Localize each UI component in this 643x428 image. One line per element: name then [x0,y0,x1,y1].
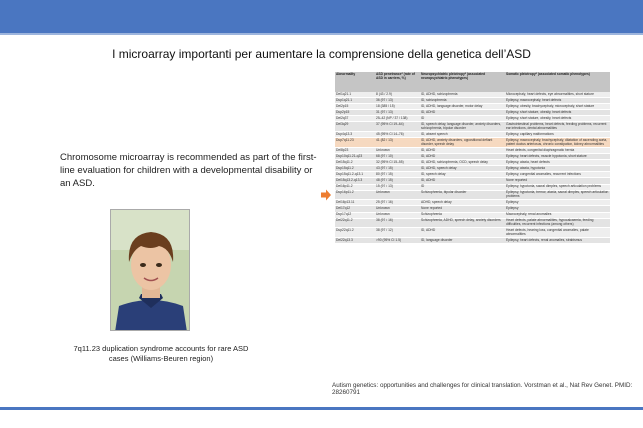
cell-abnormality: Del16p13.11 [335,200,375,206]
cell-asd-penetrance: 80 (97 / 15) [375,172,420,178]
cell-abnormality: Dup17q12 [335,212,375,218]
cell-neuropsychiatric: Schizophrenia, ADHD, speech delay, anxiety disorders [420,218,505,228]
cell-neuropsychiatric: ID, speech delay, language disorder, anxiety disorders, schizophrenia, bipolar disorder [420,122,505,132]
cell-abnormality: Del15q13.2-q13.3 [335,178,375,184]
cell-somatic: Epilepsy, short stature, obesity, heart defects [505,116,610,122]
cell-asd-penetrance: 45 (95% CI 14–76) [375,132,420,138]
cell-neuropsychiatric: ID, language disorder [420,238,505,244]
cell-abnormality: Del15q11.2 [335,160,375,166]
cnv-table [335,72,610,377]
cell-asd-penetrance: 68 (97 / 10) [375,154,420,160]
header-asd-penetrance: ASD penetrance* (rate of ASD in carriers, %) [375,72,420,92]
cell-asd-penetrance: Unknown [375,148,420,154]
cell-somatic: Epilepsy, heart defects, muscle hypotonia, short stature [505,154,610,160]
cell-asd-penetrance: 25–42 (NP / 37 / 138) [375,116,420,122]
table-row [335,228,610,238]
table-row [335,218,610,228]
cell-asd-penetrance: 15 (97 / 13) [375,184,420,190]
cell-somatic: Gastrointestinal problems, heart defects, feeding problems, recurrent ear infections, dental abnormalities [505,122,610,132]
cell-somatic: Epilepsy, obesity, brachycephaly, microcephaly, short stature [505,104,610,110]
cell-abnormality: Dup2p15 [335,110,375,116]
cell-asd-penetrance: 31 (97 / 13) [375,110,420,116]
cell-asd-penetrance: 18 (385 / 15) [375,104,420,110]
child-portrait-image [111,210,190,331]
cell-neuropsychiatric: ID, ADHD [420,148,505,154]
cell-somatic: Microcephaly, heart defects, eye abnormalities, short stature [505,92,610,98]
cell-neuropsychiatric: ID, ADHD, schizophrenia [420,92,505,98]
cell-neuropsychiatric: ID, ADHD [420,110,505,116]
child-photo [110,209,190,331]
header-abnormality: Abnormality [335,72,375,92]
cell-neuropsychiatric: Schizophrenia, bipolar disorder [420,190,505,200]
cell-neuropsychiatric: ID, absent speech [420,132,505,138]
cell-somatic: Epilepsy, hypotonia, tremor, ataxia, sacral dimples, speech articulation problems [506,190,609,198]
cell-neuropsychiatric: ID, ADHD, schizophrenia, OCD, speech delay [420,160,505,166]
cell-somatic: Epilepsy, short stature, obesity, heart defects [505,110,610,116]
cell-neuropsychiatric: ID, speech delay [420,172,505,178]
cell-abnormality: Dup10q11.21-q23 [335,154,375,160]
cell-somatic: Heart defects, palate abnormalities, hypocalcaemia, feeding difficulties, recurrent infections (among others) [505,218,610,228]
cell-abnormality: Dup4q13.3 [335,132,375,138]
cell-somatic: Epilepsy, macrocephaly, heart defects [505,98,610,104]
cell-somatic: Epilepsy, hypotonia, sacral dimples, speech articulation problems [505,184,610,190]
header-divider [0,33,643,35]
header-bar [0,0,643,33]
cell-abnormality: Dup7q11.23 [335,138,375,148]
cell-asd-penetrance: 43 (97 / 15) [375,166,420,172]
footer-bar [0,407,643,410]
cell-neuropsychiatric: ID, ADHD, anxiety disorders, oppositional defiant disorder, speech delay [420,138,505,148]
cell-neuropsychiatric: Schizophrenia [420,212,505,218]
cell-abnormality: Del3q29 [335,122,375,132]
cell-neuropsychiatric: ID, ADHD [420,228,505,238]
cell-neuropsychiatric: ID [420,116,505,122]
orange-right-arrow-icon [320,188,332,206]
reference-citation: Autism genetics: opportunities and challenges for clinical translation. Vorstman et al., Nat Rev Genet. PMID: 28260791 [332,382,633,396]
cell-abnormality: Del22q13.3 [335,238,375,244]
cell-neuropsychiatric: ID, ADHD, language disorder, motor delay [420,104,505,110]
header-somatic-pleiotropy: Somatic pleiotropy* (associated somatic phenotypes) [505,72,610,92]
cell-abnormality: Del1q21.1 [335,92,375,98]
cell-abnormality: Dup16p11.2 [335,190,375,200]
cell-neuropsychiatric: ID, ADHD [420,154,505,160]
cell-neuropsychiatric: None reported [420,206,505,212]
cell-somatic: Epilepsy, heart defects, renal anomalies, strabismus [505,238,610,244]
table-row [335,238,610,244]
cell-abnormality: Del2p15 [335,104,375,110]
cell-somatic: Heart defects, congenital diaphragmatic hernia [505,148,610,154]
table-row [335,122,610,132]
cell-abnormality: Dup15q11.2 [335,166,375,172]
table-body [335,92,610,244]
cell-abnormality: Dup1q21.1 [335,98,375,104]
cell-abnormality: Del17q12 [335,206,375,212]
cell-somatic: Epilepsy, capillary malformations [505,132,610,138]
cell-asd-penetrance: 48 (97 / 15) [375,178,420,184]
table-row [335,138,610,148]
cell-somatic: Macrocephaly, renal anomalies [505,212,610,218]
cell-asd-penetrance: 38 (97 / 16) [375,218,420,228]
cell-neuropsychiatric: ADHD, speech delay [420,200,505,206]
cell-asd-penetrance: 8 (43 / 2.9) [375,92,420,98]
cell-abnormality: Del22q11.2 [335,218,375,228]
header-neuropsychiatric-pleiotropy: Neuropsychiatric pleiotropy* (associated neuropsychiatric phenotypes) [420,72,505,92]
cell-asd-penetrance: 41 (82 / 13) [375,138,420,148]
cell-somatic: None reported [505,178,610,184]
cell-somatic: Epilepsy, ataxia, hypotonia [505,166,610,172]
photo-caption: 7q11.23 duplication syndrome accounts for rare ASD cases (Williams-Beuren region) [73,344,249,363]
cell-asd-penetrance: Unknown [375,212,420,218]
cell-asd-penetrance: 36 (97 / 13) [375,98,420,104]
cell-abnormality: Del8p23 [335,148,375,154]
cell-neuropsychiatric: ID [420,184,505,190]
microarray-recommendation-text: Chromosome microarray is recommended as part of the first-line evaluation for children with a developmental disability or an ASD. [60,152,317,189]
cell-somatic: Heart defects, hearing loss, congenital anomalies, palate abnormalities [505,228,610,238]
cell-asd-penetrance: 37 (95% CI 19–64) [375,122,420,132]
cell-asd-penetrance: >90 (95% CI 1.5) [375,238,420,244]
slide-title: I microarray importanti per aumentare la comprensione della genetica dell’ASD [112,47,531,61]
cell-neuropsychiatric: ID, schizophrenia [420,98,505,104]
cell-neuropsychiatric: ID, ADHD [420,178,505,184]
table-row [335,190,610,200]
cell-neuropsychiatric: ID, ADHD, speech delay [420,166,505,172]
cell-asd-penetrance: Unknown [375,190,420,200]
cell-somatic: Epilepsy, ataxia, heart defects [505,160,610,166]
cell-somatic: Epilepsy [505,206,610,212]
cell-abnormality: Dup15q11.2-q13.1 [335,172,375,178]
cell-abnormality: Del16p11.2 [335,184,375,190]
cell-somatic: Epilepsy, congenital anomalies, recurrent infections [505,172,610,178]
cell-abnormality: Del2q37 [335,116,375,122]
cell-asd-penetrance: Unknown [375,206,420,212]
cell-asd-penetrance: 25 (97 / 16) [375,200,420,206]
cell-abnormality: Dup22q11.2 [335,228,375,238]
table-header-row [335,72,610,92]
cell-asd-penetrance: 38 (97 / 12) [375,228,420,238]
cell-somatic: Epilepsy, macrocephaly, brachycephaly, dilatation of ascending aorta, patent ductus arteriosus, chronic constipation, kidney abnormalities [505,138,610,148]
cell-somatic: Epilepsy [505,200,610,206]
cell-asd-penetrance: 32 (95% CI 15–55) [375,160,420,166]
